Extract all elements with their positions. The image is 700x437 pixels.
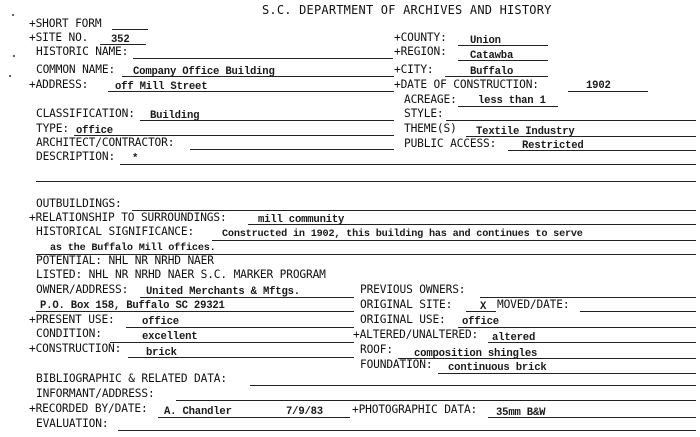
architect-label: ARCHITECT/CONTRACTOR: [36, 136, 175, 149]
recorded-by-value: A. Chandler [164, 406, 232, 418]
address-label: +ADDRESS: [29, 78, 89, 91]
region-value: Catawba [470, 50, 514, 62]
margin-mark [12, 14, 14, 16]
informant-label: INFORMANT/ADDRESS: [36, 387, 155, 400]
owner-address-line-2 [36, 311, 354, 312]
bibliographic-label: BIBLIOGRAPHIC & RELATED DATA: [36, 372, 227, 385]
photographic-value: 35mm B&W [496, 407, 546, 419]
description-value: * [132, 153, 139, 165]
construction-label: +CONSTRUCTION: [29, 342, 122, 355]
site-no-value: 352 [111, 34, 130, 46]
address-value: off Mill Street [115, 81, 208, 93]
style-label: STYLE: [404, 107, 444, 120]
common-name-line [122, 76, 394, 77]
potential-label: POTENTIAL: NHL NR NRHD NAER [36, 254, 214, 267]
type-value: office [76, 125, 113, 137]
altered-value: altered [492, 332, 536, 344]
site-no-label: +SITE NO. [29, 31, 89, 44]
page-title: S.C. DEPARTMENT OF ARCHIVES AND HISTORY [262, 3, 552, 17]
altered-label: +ALTERED/UNALTERED: [353, 328, 479, 341]
region-line [458, 60, 548, 61]
description-label: DESCRIPTION: [36, 150, 116, 163]
margin-mark [9, 75, 11, 77]
common-name-value: Company Office Building [133, 66, 275, 78]
owner-address-value: United Merchants & Mftgs. [146, 286, 300, 298]
construction-value: brick [146, 347, 177, 359]
county-line [458, 45, 548, 46]
public-access-label: PUBLIC ACCESS: [404, 137, 497, 150]
date-construction-label: +DATE OF CONSTRUCTION: [394, 78, 539, 91]
margin-mark [13, 55, 15, 57]
owner-address-value-2: P.O. Box 158, Buffalo SC 29321 [40, 300, 225, 312]
county-label: +COUNTY: [394, 31, 447, 44]
classification-label: CLASSIFICATION: [36, 107, 135, 120]
photographic-line [488, 417, 696, 418]
description-line-2 [36, 181, 696, 182]
themes-value: Textile Industry [476, 126, 575, 138]
type-label: TYPE: [36, 122, 69, 135]
present-use-label: +PRESENT USE: [29, 313, 115, 326]
condition-label: CONDITION: [36, 327, 102, 340]
recorded-by-line [158, 417, 350, 418]
themes-line [466, 136, 696, 137]
themes-label: THEME(S) [404, 122, 457, 135]
historical-significance-value: Constructed in 1902, this building has and continues to serve [222, 229, 583, 240]
condition-value: excellent [142, 331, 198, 343]
photographic-label: +PHOTOGRAPHIC DATA: [352, 403, 478, 416]
outbuildings-label: OUTBUILDINGS: [36, 197, 122, 210]
evaluation-label: EVALUATION: [36, 417, 109, 430]
short-form-line [112, 29, 148, 30]
listed-label: LISTED: NHL NR NRHD NAER S.C. MARKER PROGRAM [36, 268, 326, 281]
style-line [446, 120, 696, 121]
recorded-date-value: 7/9/83 [286, 406, 323, 418]
historical-significance-label: HISTORICAL SIGNIFICANCE: [36, 225, 195, 238]
roof-line [398, 358, 696, 359]
roof-label: ROOF: [360, 343, 393, 356]
moved-date-label: MOVED/DATE: [497, 298, 570, 311]
roof-value: composition shingles [414, 348, 538, 360]
foundation-value: continuous brick [448, 362, 547, 374]
city-label: +CITY: [394, 63, 434, 76]
present-use-line [126, 327, 354, 328]
date-construction-line [568, 91, 648, 92]
original-use-label: ORIGINAL USE: [360, 313, 446, 326]
common-name-label: COMMON NAME: [36, 63, 116, 76]
acreage-line [458, 106, 558, 107]
recorded-by-label: +RECORDED BY/DATE: [29, 402, 148, 415]
relationship-line [248, 224, 696, 225]
county-value: Union [470, 35, 501, 47]
classification-line [140, 120, 394, 121]
historic-name-label: HISTORIC NAME: [36, 45, 129, 58]
city-value: Buffalo [470, 66, 514, 78]
public-access-value: Restricted [522, 140, 584, 152]
owner-address-label: OWNER/ADDRESS: [36, 283, 129, 296]
historical-significance-value-2: as the Buffalo Mill offices. [50, 243, 216, 254]
bibliographic-line [250, 385, 696, 386]
acreage-value: less than 1 [478, 95, 546, 107]
present-use-value: office [142, 316, 179, 328]
owner-address-line [140, 297, 354, 298]
classification-value: Building [150, 110, 200, 122]
construction-line [128, 357, 354, 358]
informant-line [176, 400, 696, 401]
relationship-value: mill community [258, 214, 345, 226]
date-construction-value: 1902 [586, 80, 611, 92]
original-site-value: X [480, 301, 487, 313]
acreage-label: ACREAGE: [404, 93, 457, 106]
public-access-line [508, 150, 696, 151]
historic-name-line [133, 58, 393, 59]
description-line [120, 164, 696, 165]
moved-date-line [580, 311, 696, 312]
original-use-line [458, 327, 696, 328]
historical-significance-line [212, 240, 696, 241]
original-site-label: ORIGINAL SITE: [360, 298, 453, 311]
altered-line [488, 342, 696, 343]
original-use-value: office [462, 316, 499, 328]
evaluation-line [118, 430, 696, 431]
short-form-label: +SHORT FORM [29, 17, 102, 30]
condition-line [110, 342, 354, 343]
address-line [108, 91, 394, 92]
previous-owners-label: PREVIOUS OWNERS: [360, 283, 466, 296]
foundation-label: FOUNDATION: [360, 358, 433, 371]
original-site-line [466, 311, 496, 312]
city-line [445, 76, 548, 77]
region-label: +REGION: [394, 45, 447, 58]
relationship-label: +RELATIONSHIP TO SURROUNDINGS: [29, 211, 227, 224]
architect-line [190, 149, 394, 150]
foundation-line [438, 373, 696, 374]
